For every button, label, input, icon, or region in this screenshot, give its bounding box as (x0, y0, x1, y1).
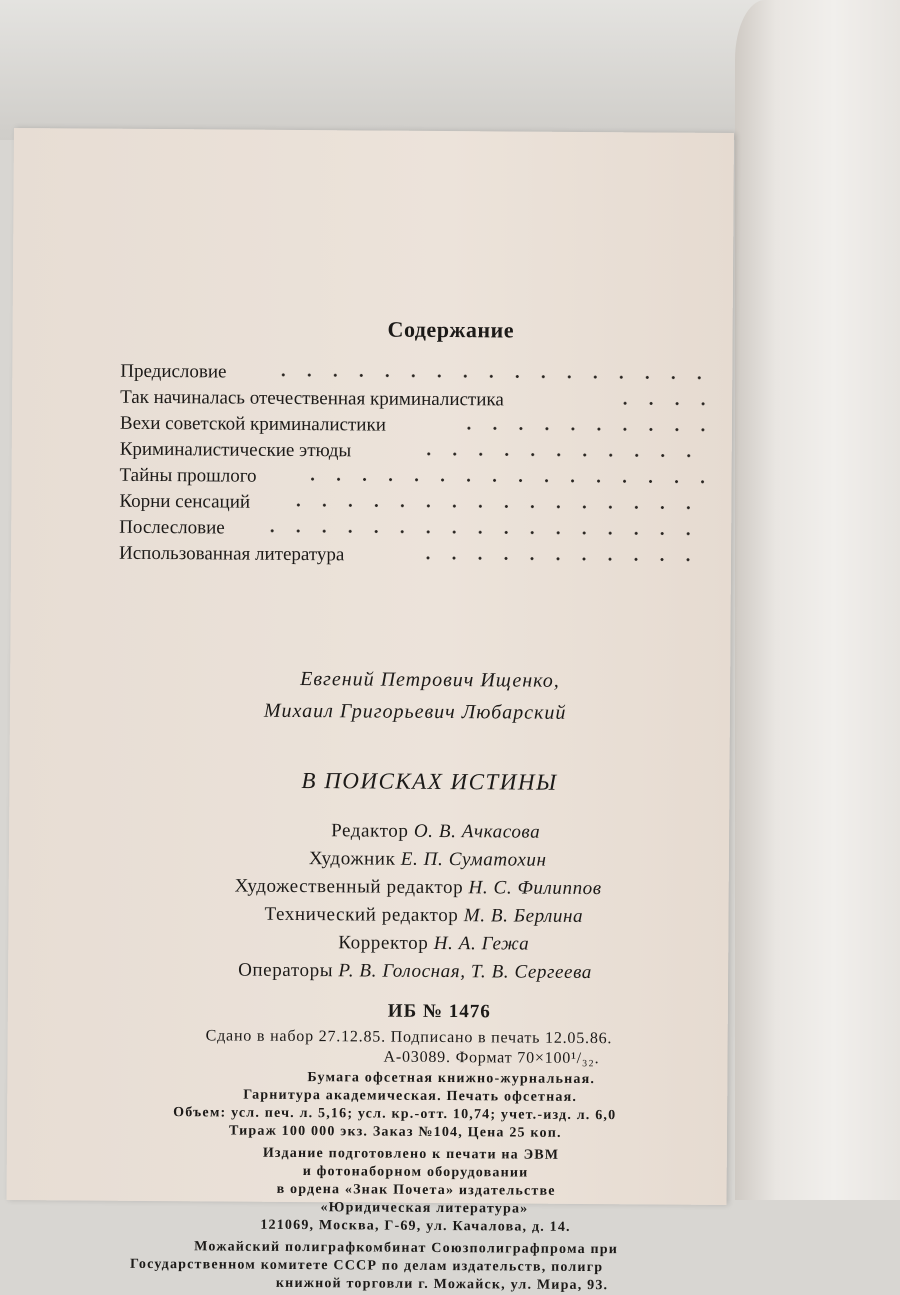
credit-role: Художественный редактор (234, 875, 464, 899)
toc-leader (416, 451, 710, 459)
toc-title: Содержание (387, 316, 515, 343)
credit-proofreader (338, 932, 529, 955)
book-title: В ПОИСКАХ ИСТИНЫ (301, 768, 558, 795)
toc-item-milestones: Вехи советской криминалистики (119, 412, 386, 436)
publisher-line: Издание подготовлено к печати на ЭВМ (262, 1145, 560, 1163)
toc-item-references: Использованная литература (118, 542, 345, 566)
imprint-line: Объем: усл. печ. л. 5,16; усл. кр.-отт. 10,74; учет.-изд. л. 6,0 (173, 1105, 617, 1124)
printer-line: Государственном комитете СССР по делам издательств, полигр (130, 1256, 604, 1276)
credit-name: М. В. Берлина (463, 905, 584, 927)
toc-item-secrets: Тайны прошлого (119, 464, 257, 487)
imprint-line: Бумага офсетная книжно-журнальная. (307, 1070, 596, 1088)
imprint-line: Сдано в набор 27.12.85. Подписано в печать 12.05.86. (205, 1027, 613, 1048)
credit-name: Р. В. Голосная, Т. В. Сергеева (338, 960, 593, 984)
toc-item-sensations: Корни сенсаций (119, 490, 251, 513)
author-2: Михаил Григорьевич Любарский (263, 699, 567, 724)
imprint-line: А-03089. Формат 70×100¹/₃₂. (383, 1048, 600, 1068)
credit-artist (309, 848, 547, 872)
toc-item-origins: Так начиналась отечественная криминалистика (120, 386, 504, 411)
credit-role: Корректор (338, 932, 429, 954)
credit-editor (331, 820, 540, 843)
ib-number: ИБ № 1476 (387, 1000, 491, 1023)
toc-leader (456, 425, 710, 433)
credit-art-editor (235, 876, 602, 901)
publisher-line: 121069, Москва, Г-69, ул. Качалова, д. 14. (260, 1217, 571, 1235)
facing-page-edge (735, 0, 900, 1200)
imprint-line: Тираж 100 000 экз. Заказ №104, Цена 25 коп. (228, 1123, 562, 1141)
toc-leader (300, 476, 710, 485)
toc-leader (285, 502, 709, 511)
book-page (7, 128, 734, 1294)
toc-item-etudes: Криминалистические этюды (119, 438, 352, 462)
credit-name: Н. А. Гежа (433, 932, 530, 955)
credit-role: Технический редактор (264, 903, 459, 927)
toc-leader (259, 528, 709, 537)
printer-line: книжной торговли г. Можайск, ул. Мира, 93. (275, 1275, 609, 1294)
credit-operators (238, 960, 592, 984)
credit-name: Н. С. Филиппов (468, 877, 602, 900)
author-1: Евгений Петрович Ищенко, (300, 668, 560, 692)
toc-leader (415, 555, 709, 563)
toc-item-preface: Предисловие (120, 360, 227, 383)
credit-role: Операторы (238, 959, 334, 982)
credit-name: Е. П. Суматохин (400, 848, 547, 871)
publisher-line: в ордена «Знак Почета» издательстве (276, 1181, 556, 1199)
publisher-line: «Юридическая литература» (320, 1200, 529, 1217)
publisher-line: и фотонаборном оборудовании (302, 1164, 529, 1181)
toc-leader (270, 372, 710, 381)
credit-role: Редактор (331, 820, 409, 842)
credit-tech-editor (264, 904, 583, 928)
toc-item-afterword: Послесловие (119, 516, 225, 539)
credit-name: О. В. Ачкасова (413, 820, 541, 843)
credit-role: Художник (308, 848, 396, 870)
printer-line: Можайский полиграфкомбинат Союзполиграфпрома при (194, 1239, 619, 1258)
toc-leader (612, 400, 710, 407)
imprint-line: Гарнитура академическая. Печать офсетная. (243, 1087, 578, 1105)
